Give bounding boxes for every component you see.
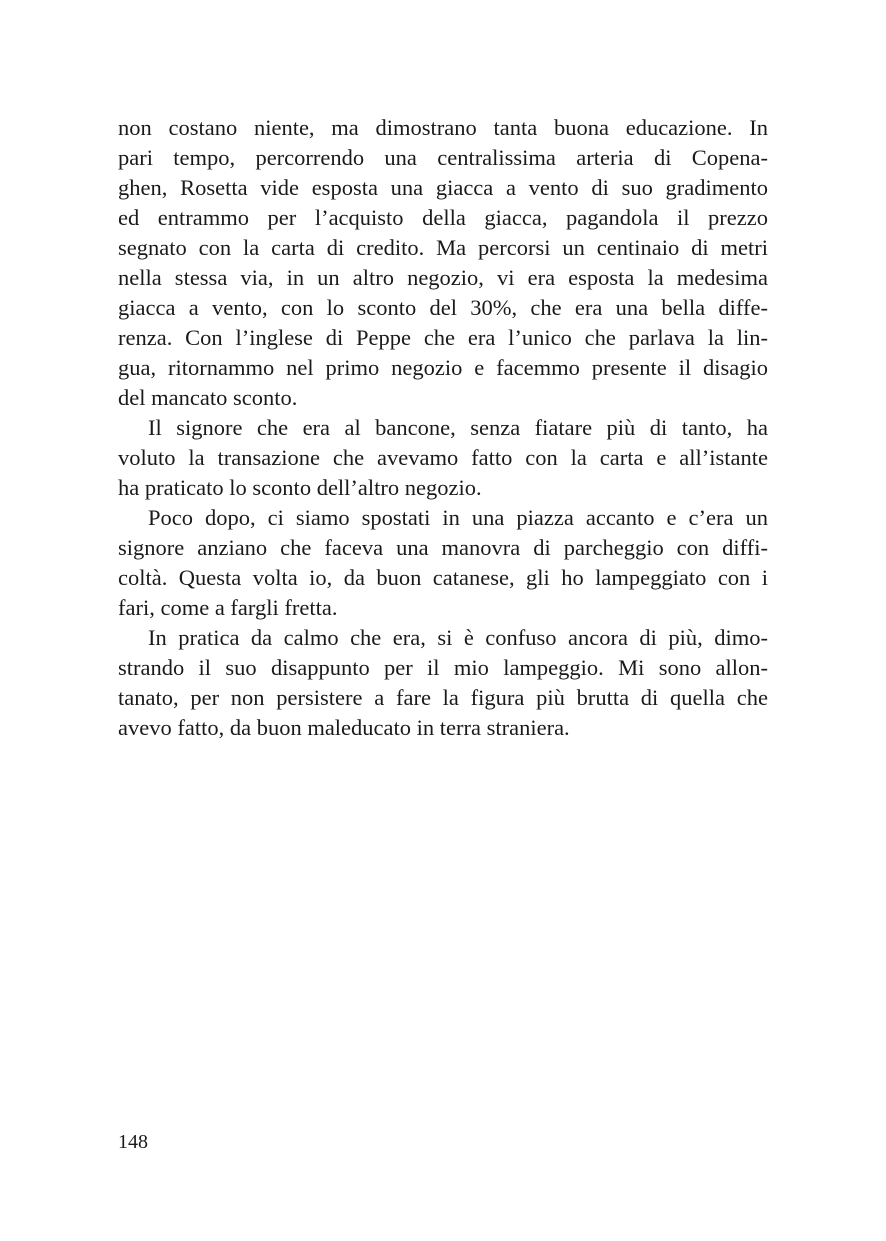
text-line: strando il suo disappunto per il mio lampeggio. Mi sono allon- — [118, 655, 768, 680]
text-line: non costano niente, ma dimostrano tanta buona educazione. In — [118, 115, 768, 140]
text-line: avevo fatto, da buon maleducato in terra straniera. — [118, 715, 570, 740]
text-line: gua, ritornammo nel primo negozio e facemmo presente il disagio — [118, 355, 768, 380]
text-line: fari, come a fargli fretta. — [118, 595, 338, 620]
paragraph-3 — [118, 503, 768, 623]
text-line: pari tempo, percorrendo una centralissima arteria di Copena- — [118, 145, 768, 170]
text-line: coltà. Questa volta io, da buon catanese, gli ho lampeggiato con i — [118, 565, 768, 590]
text-line: voluto la transazione che avevamo fatto con la carta e all’istante — [118, 445, 768, 470]
text-line: renza. Con l’inglese di Peppe che era l’unico che parlava la lin- — [118, 325, 768, 350]
paragraph-2 — [118, 413, 768, 503]
body-text — [118, 113, 768, 743]
paragraph-4 — [118, 623, 768, 743]
text-line: del mancato sconto. — [118, 385, 298, 410]
text-line: Poco dopo, ci siamo spostati in una piazza accanto e c’era un — [148, 505, 768, 530]
text-line: nella stessa via, in un altro negozio, vi era esposta la medesima — [118, 265, 768, 290]
text-line: giacca a vento, con lo sconto del 30%, che era una bella diffe- — [118, 295, 768, 320]
text-line: signore anziano che faceva una manovra di parcheggio con diffi- — [118, 535, 768, 560]
text-line: tanato, per non persistere a fare la figura più brutta di quella che — [118, 685, 768, 710]
text-line: ed entrammo per l’acquisto della giacca, pagandola il prezzo — [118, 205, 768, 230]
text-line: segnato con la carta di credito. Ma percorsi un centinaio di metri — [118, 235, 768, 260]
text-line: ghen, Rosetta vide esposta una giacca a vento di suo gradimento — [118, 175, 768, 200]
paragraph-1 — [118, 113, 768, 413]
text-line: ha praticato lo sconto dell’altro negozio. — [118, 475, 482, 500]
text-line: In pratica da calmo che era, si è confuso ancora di più, dimo- — [148, 625, 768, 650]
text-line: Il signore che era al bancone, senza fiatare più di tanto, ha — [148, 415, 768, 440]
page-number: 148 — [118, 1131, 148, 1153]
